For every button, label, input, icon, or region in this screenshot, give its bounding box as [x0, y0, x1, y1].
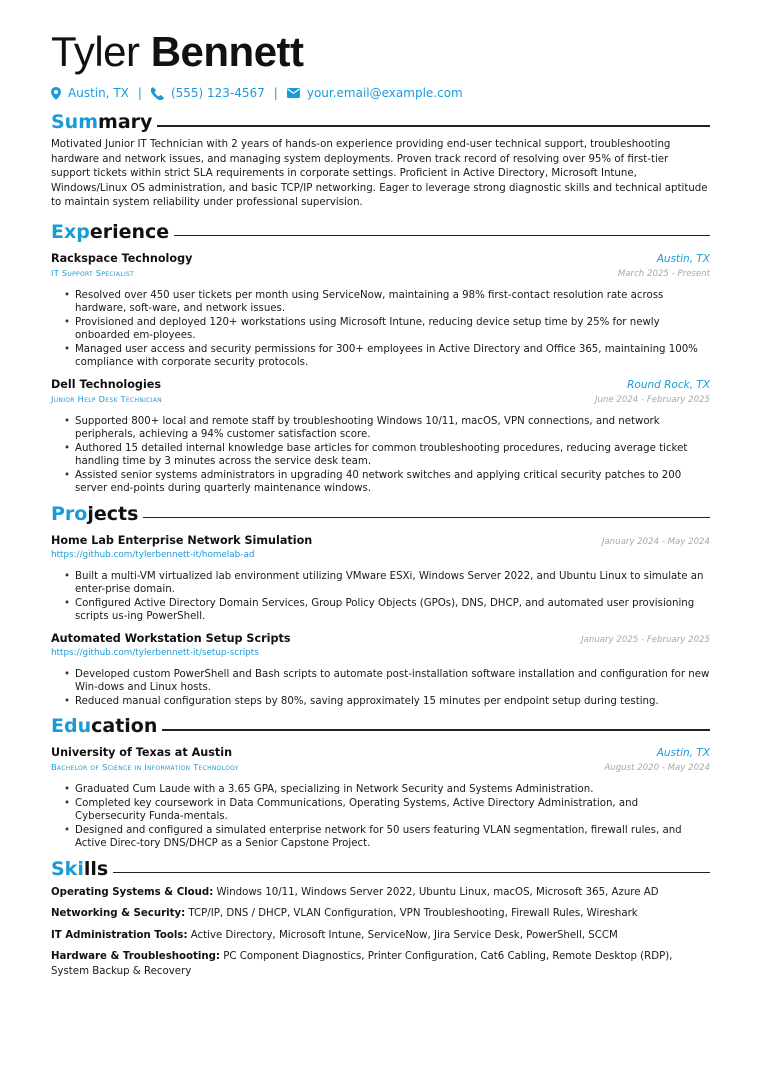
project-link[interactable]: https://github.com/tylerbennett-it/homelab-ad	[51, 549, 255, 560]
section-title-experience: Exp erience	[51, 220, 710, 244]
bullet-item: • Designed and configured a simulated enterprise network for 50 users featuring VLAN segmentation, firewall rules, and Active Direc-tory DNS/DHCP as a Senior Capstone Project.	[64, 824, 710, 851]
contact-line	[51, 84, 710, 102]
section-title-projects: Pro jects	[51, 502, 710, 526]
candidate-name	[51, 28, 710, 76]
location-text: Austin, TX	[68, 86, 129, 100]
date-range: June 2024 - February 2025	[594, 394, 710, 405]
skill-values: Windows 10/11, Windows Server 2022, Ubuntu Linux, macOS, Microsoft 365, Azure AD	[213, 886, 659, 898]
bullet-item: • Resolved over 450 user tickets per month using ServiceNow, maintaining a 98% first-contact resolution rate across hardware, soft-ware, and network issues.	[64, 289, 710, 316]
bullet-item: • Built a multi-VM virtualized lab environment utilizing VMware ESXi, Windows Server 2022, and Ubuntu Linux to simulate an enter-prise domain.	[64, 570, 710, 597]
degree: Bachelor of Science in Information Technology	[51, 762, 239, 772]
bullet-item: • Developed custom PowerShell and Bash scripts to automate post-installation software installation and configuration for new Win-dows and Linux hosts.	[64, 668, 710, 695]
experience-entry	[51, 377, 710, 496]
job-title: Junior Help Desk Technician	[51, 393, 162, 404]
bullet-item: • Configured Active Directory Domain Services, Group Policy Objects (GPOs), DNS, DHCP, and automated user provisioning scripts us-ing PowerShell.	[64, 597, 710, 624]
date-range: January 2025 - February 2025	[581, 634, 710, 645]
project-name: Automated Workstation Setup Scripts	[51, 631, 291, 645]
skill-line	[51, 929, 710, 944]
bullet-item: • Assisted senior systems administrators in upgrading 40 network switches and applying critical security patches to 200 server end-points during quarterly maintenance windows.	[64, 469, 710, 496]
contact-phone[interactable]	[151, 84, 265, 102]
employer-name: Dell Technologies	[51, 377, 162, 391]
map-pin-icon	[51, 87, 61, 100]
employer-location: Austin, TX	[656, 252, 710, 265]
section-rule	[162, 729, 710, 731]
skill-values: Active Directory, Microsoft Intune, ServiceNow, Jira Service Desk, PowerShell, SCCM	[187, 929, 618, 941]
section-title-summary: Sum mary	[51, 110, 710, 134]
skill-category: Networking & Security:	[51, 908, 186, 919]
project-link[interactable]: https://github.com/tylerbennett-it/setup-scripts	[51, 647, 259, 658]
section-title-skills: Ski lls	[51, 857, 710, 881]
resume-page	[51, 28, 710, 979]
section-rule	[143, 517, 710, 519]
skill-line	[51, 886, 710, 901]
bullet-item: • Managed user access and security permissions for 300+ employees in Active Directory and Office 365, maintaining 100% compliance with corporate security protocols.	[64, 343, 710, 370]
summary-text: Motivated Junior IT Technician with 2 years of hands-on experience providing end-user technical support, troubleshooting hardware and network issues, and managing system deployments. Proven track record of resolving over 95% of first-tier support tickets within strict SLA requirements in corporate settings. Proficient in Active Directory, Microsoft Intune, Windows/Linux OS administration, and basic TCP/IP networking. Eager to leverage strong diagnostic skills and technical aptitude to maintain system reliability under professional supervision.	[51, 139, 708, 208]
section-rule	[113, 872, 710, 874]
contact-separator: |	[137, 86, 142, 100]
skill-line	[51, 907, 710, 922]
first-name: Tyler	[51, 28, 140, 75]
contact-location	[51, 84, 129, 102]
section-rule	[174, 235, 710, 237]
bullet-item: • Provisioned and deployed 120+ workstations using Microsoft Intune, reducing device setup time by 25% for newly onboarded em-ployees.	[64, 316, 710, 343]
date-range: January 2024 - May 2024	[601, 536, 710, 547]
bullet-list	[51, 415, 710, 496]
employer-name: Rackspace Technology	[51, 251, 193, 265]
bullet-item: • Supported 800+ local and remote staff by troubleshooting Windows 10/11, macOS, VPN connections, and network peripherals, achieving a 94% customer satisfaction score.	[64, 415, 710, 442]
bullet-list	[51, 668, 710, 709]
project-name: Home Lab Enterprise Network Simulation	[51, 533, 313, 547]
bullet-item: • Authored 15 detailed internal knowledge base articles for common troubleshooting procedures, reducing average ticket handling time by 3 minutes across the service desk team.	[64, 442, 710, 469]
bullet-item: • Graduated Cum Laude with a 3.65 GPA, specializing in Network Security and Systems Administration.	[64, 783, 710, 797]
skill-values: PC Component Diagnostics, Printer Configuration, Cat6 Cabling, Remote Desktop (RDP), System Backup & Recovery	[51, 951, 673, 977]
section-rule	[157, 125, 710, 127]
bullet-list	[51, 289, 710, 370]
bullet-item: • Completed key coursework in Data Communications, Operating Systems, Active Directory Administration, and Cybersecurity Funda-mentals.	[64, 797, 710, 824]
skill-category: Operating Systems & Cloud:	[51, 886, 214, 898]
last-name: Bennett	[150, 28, 304, 75]
envelope-icon	[287, 88, 300, 98]
skill-values: TCP/IP, DNS / DHCP, VLAN Configuration, VPN Troubleshooting, Firewall Rules, Wireshark	[185, 908, 638, 919]
email-text: your.email@example.com	[306, 86, 463, 100]
project-entry	[51, 631, 710, 709]
contact-email[interactable]	[287, 84, 463, 102]
bullet-list	[51, 570, 710, 624]
job-title: IT Support Specialist	[51, 267, 135, 278]
school-location: Austin, TX	[656, 747, 710, 759]
skill-line	[51, 950, 710, 979]
experience-entry	[51, 251, 710, 370]
date-range: August 2020 - May 2024	[604, 763, 710, 773]
section-title-education: Edu cation	[51, 714, 710, 738]
contact-separator: |	[273, 86, 278, 100]
phone-icon	[151, 87, 164, 100]
date-range: March 2025 - Present	[617, 268, 710, 279]
project-entry	[51, 533, 710, 624]
education-entry	[51, 745, 710, 851]
employer-location: Round Rock, TX	[627, 378, 710, 391]
bullet-item: • Reduced manual configuration steps by 80%, saving approximately 15 minutes per endpoint setup during testing.	[64, 695, 710, 709]
skill-category: Hardware & Troubleshooting:	[51, 951, 221, 962]
bullet-list	[51, 783, 710, 851]
phone-text: (555) 123-4567	[170, 86, 265, 100]
school-name: University of Texas at Austin	[51, 746, 233, 759]
skill-category: IT Administration Tools:	[51, 929, 188, 941]
